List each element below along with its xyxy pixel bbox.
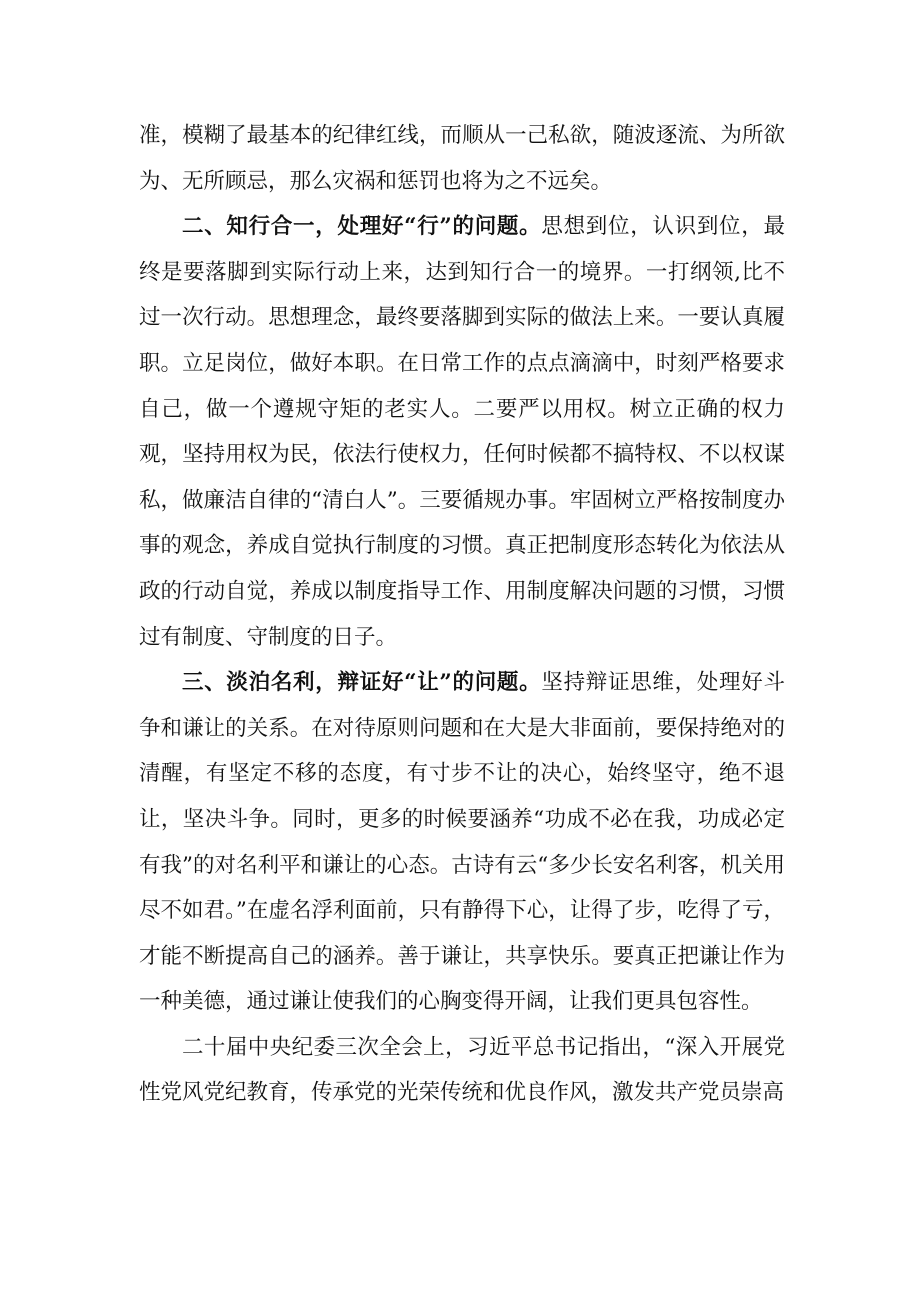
paragraph-section-two <box>139 204 785 660</box>
paragraph-section-three <box>139 660 785 1025</box>
section-heading-two: 二、知行合一，处理好“行”的问题。 <box>182 214 542 240</box>
document-body <box>139 113 785 1116</box>
paragraph-text: 坚持辩证思维，处理好斗争和谦让的关系。在对待原则问题和在大是大非面前，要保持绝对的清醒，有坚定不移的态度，有寸步不让的决心，始终坚守，绝不退让，坚决斗争。同时，更多的时候要涵养“功成不必在我，功成必定有我”的对名利平和谦让的心态。古诗有云“多少长安名利客，机关用尽不如君。”在虚名浮利面前，只有静得下心，让得了步，吃得了亏，才能不断提高自己的涵养。善于谦让，共享快乐。要真正把谦让作为一种美德，通过谦让使我们的心胸变得开阔，让我们更具包容性。 <box>139 670 785 1015</box>
paragraph-text: 二十届中央纪委三次全会上，习近平总书记指出，“深入开展党性党风党纪教育，传承党的光荣传统和优良作风，激发共产党员崇高 <box>139 1034 785 1106</box>
paragraph-text: 思想到位，认识到位，最终是要落脚到实际行动上来，达到知行合一的境界。一打纲领,比不过一次行动。思想理念，最终要落脚到实际的做法上来。一要认真履职。立足岗位，做好本职。在日常工作的点点滴滴中，时刻严格要求自己，做一个遵规守矩的老实人。二要严以用权。树立正确的权力观，坚持用权为民，依法行使权力，任何时候都不搞特权、不以权谋私，做廉洁自律的“清白人”。三要循规办事。牢固树立严格按制度办事的观念，养成自觉执行制度的习惯。真正把制度形态转化为依法从政的行动自觉，养成以制度指导工作、用制度解决问题的习惯，习惯过有制度、守制度的日子。 <box>139 214 785 650</box>
section-heading-three: 三、淡泊名利，辩证好“让”的问题。 <box>182 670 542 696</box>
paragraph-closing <box>139 1025 785 1116</box>
paragraph-continuation <box>139 113 785 204</box>
paragraph-text: 准，模糊了最基本的纪律红线，而顺从一己私欲，随波逐流、为所欲为、无所顾忌，那么灾祸和惩罚也将为之不远矣。 <box>139 123 785 194</box>
